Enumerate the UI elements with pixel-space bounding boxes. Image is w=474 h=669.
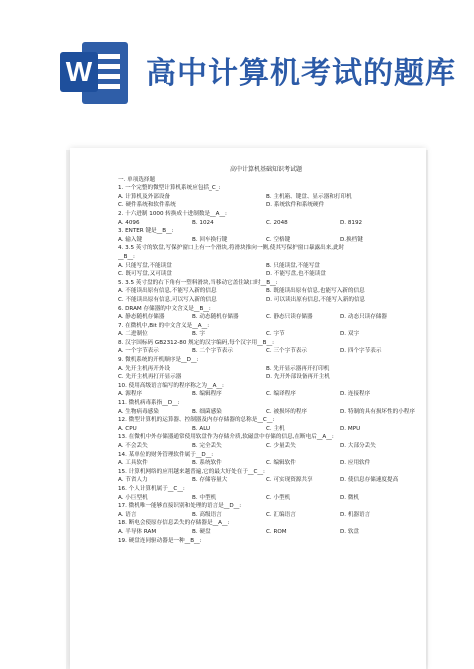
answer-option: D. 软盘 xyxy=(340,528,360,535)
answer-option: A. 一个字节表示 xyxy=(118,348,159,355)
answer-options xyxy=(118,511,414,520)
answer-option: A. 小巨型机 xyxy=(118,494,148,501)
header-banner xyxy=(0,0,474,170)
answer-option: D.换档键 xyxy=(340,236,363,243)
answer-option: A. 不会丢失 xyxy=(118,443,148,449)
answer-option: B. 中型机 xyxy=(192,494,217,501)
answer-options xyxy=(118,330,414,339)
answer-option: D. 微机 xyxy=(340,494,360,501)
answer-option: C. 被损坏的程序 xyxy=(266,408,308,415)
answer-option: A. CPU xyxy=(118,425,137,432)
question-line: 9. 微机系统的开机顺序是__D__: xyxy=(118,357,199,364)
answer-options xyxy=(118,390,414,399)
answer-option: B. 高级语言 xyxy=(192,511,222,518)
question-line: 15. 计算机网络的应用越来越普遍,它的最大好处在于__C__: xyxy=(118,468,265,475)
answer-option: A. 生物病毒感染 xyxy=(118,408,159,415)
answer-option: A. 语言 xyxy=(118,511,137,518)
answer-option: B. 先开显示器再开打印机 xyxy=(266,365,330,372)
question-line: __B__: xyxy=(118,253,135,260)
answer-option: D. 8192 xyxy=(340,219,363,226)
answer-options xyxy=(118,296,414,305)
answer-option: D. 四个字节表示 xyxy=(340,348,382,355)
answer-option: B. 编辑程序 xyxy=(192,391,222,398)
answer-option: D. 可以读出原有信息,不能写入新的信息 xyxy=(266,296,366,303)
answer-option: C. 少量丢失 xyxy=(266,443,296,449)
answer-option: C. 主机 xyxy=(266,425,285,432)
answer-option: B. 系统软件 xyxy=(192,460,222,467)
answer-option: D. 特制的具有损坏性的小程序 xyxy=(340,408,415,415)
answer-option: D. 连接程序 xyxy=(340,391,371,398)
question-line: 7. 在微机中,Bit 的中文含义是__A__: xyxy=(118,322,210,329)
answer-option: A. 只能写盘,不能读盘 xyxy=(118,262,172,269)
document-title: 高中计算机基础知识考试题 xyxy=(229,166,302,173)
answer-option: C. 空格键 xyxy=(266,236,291,243)
question-line: 8. 汉字国标码 GB2312-80 规定的汉字编码,每个汉字用__B__: xyxy=(118,339,274,346)
question-line: 17. 微机唯一能够直接识别和处理的语言是__D__: xyxy=(118,503,242,510)
answer-options xyxy=(118,425,414,434)
answer-option: D. 双字 xyxy=(340,331,360,338)
answer-options xyxy=(118,494,414,503)
answer-options xyxy=(118,347,414,356)
answer-option: A. 静态随机存储器 xyxy=(118,314,165,321)
answer-option: C. 静态只读存储器 xyxy=(266,314,313,321)
question-line: 6. DRAM 存储器的中文含义是__B__: xyxy=(118,305,211,312)
answer-option: C. 硬件系统和软件系统 xyxy=(118,202,176,209)
answer-option: C. 2048 xyxy=(266,219,288,226)
answer-option: D. 应用软件 xyxy=(340,460,371,467)
document-body xyxy=(118,166,414,545)
answer-option: D. 系统软件和系统硬件 xyxy=(266,202,325,209)
answer-options xyxy=(118,236,414,245)
answer-option: A. 二进制位 xyxy=(118,331,148,338)
answer-option: A. 计算机及外部设备 xyxy=(118,193,171,200)
word-icon xyxy=(60,42,130,104)
answer-option: A. 输入键 xyxy=(118,236,143,243)
question-line: 19. 硬盘连同驱动器是一种__B__: xyxy=(118,537,202,544)
answer-options xyxy=(118,262,414,271)
answer-option: C. 字节 xyxy=(266,331,285,338)
question-line: 11. 微机病毒系指__D__: xyxy=(118,400,180,407)
answer-option: A. 先开主机再开外设 xyxy=(118,365,171,372)
answer-option: D. 大部分丢失 xyxy=(340,443,376,449)
answer-option: D. 不能写盘,也不能读盘 xyxy=(266,271,326,278)
question-line: 10. 使用高级语言编写的程序称之为__A__: xyxy=(118,382,224,389)
answer-option: C. 汇编语言 xyxy=(266,511,296,518)
answer-options xyxy=(118,408,414,417)
answer-option: D. 先开外部设备再开主机 xyxy=(266,374,330,381)
answer-option: B. 既能读出原有信息,也能写入新的信息 xyxy=(266,288,365,295)
answer-options xyxy=(118,287,414,296)
answer-option: B. 二个字节表示 xyxy=(192,348,233,355)
answer-option: A. 4096 xyxy=(118,219,140,226)
answer-option: A. 节省人力 xyxy=(118,477,148,484)
answer-option: B. 字 xyxy=(192,331,205,338)
answer-options xyxy=(118,365,414,374)
answer-option: B. 1024 xyxy=(192,219,214,226)
answer-option: D. 机器语言 xyxy=(340,511,371,518)
question-line: 12. 微型计算机的运算器、控制器及内存存储器的总称是__C__: xyxy=(118,417,275,424)
answer-options xyxy=(118,373,414,382)
answer-option: C. 不能读出原有信息,可以写入新的信息 xyxy=(118,296,217,303)
word-logo-letter: W xyxy=(60,52,98,92)
answer-option: C. ROM xyxy=(266,528,287,535)
answer-option: C. 既可写盘,又可读盘 xyxy=(118,271,172,278)
answer-option: A. 不能读出原有信息,不能写入新的信息 xyxy=(118,288,217,295)
page-title: 高中计算机考试的题库 xyxy=(146,56,456,91)
answer-option: C. 编辑软件 xyxy=(266,460,296,467)
answer-options xyxy=(118,219,414,228)
answer-option: D. 动态只读存储器 xyxy=(340,314,388,321)
answer-options xyxy=(118,270,414,279)
document-page xyxy=(70,148,426,669)
answer-options xyxy=(118,193,414,202)
answer-option: A. 半导体 RAM xyxy=(118,528,157,535)
answer-option: B. 完全丢失 xyxy=(192,443,222,449)
answer-option: B. 硬盘 xyxy=(192,528,211,535)
answer-option: C. 编译程序 xyxy=(266,391,296,398)
question-line: 一. 单项选择题 xyxy=(118,176,156,183)
answer-option: B. 主机箱、键盘、显示器和打印机 xyxy=(266,193,352,200)
question-line: 4. 3.5 英寸的软盘,写保护窗口上有一个滑块,将滑块推向一侧,使其写保护窗口暴露出来,此时 xyxy=(118,245,345,252)
answer-option: D. MPU xyxy=(340,425,361,432)
answer-option: B. 只能读盘,不能写盘 xyxy=(266,262,320,269)
answer-options xyxy=(118,442,414,451)
answer-option: B. 存储容量大 xyxy=(192,477,228,484)
question-list xyxy=(118,176,414,546)
answer-options xyxy=(118,476,414,485)
answer-options xyxy=(118,201,414,210)
answer-option: C. 三个字节表示 xyxy=(266,348,308,355)
question-line: 2. 十六进制 1000 转换成十进制数是__A__: xyxy=(118,210,227,217)
question-line: 14. 某单位的财务管理软件属于__D__: xyxy=(118,451,214,458)
answer-options xyxy=(118,528,414,537)
question-line: 1. 一个完整的微型计算机系统应包括_C_: xyxy=(118,185,221,192)
answer-option: B. 回车换行键 xyxy=(192,236,228,243)
question-line: 5. 3.5 英寸盘的右下角有一塑料滑块,当移动它盖住缺口时__B__: xyxy=(118,279,278,286)
answer-option: B. ALU xyxy=(192,425,211,432)
answer-option: D. 使信息存储速度提高 xyxy=(340,477,399,484)
answer-option: A. 工具软件 xyxy=(118,460,148,467)
answer-option: C. 小型机 xyxy=(266,494,291,501)
answer-option: B. 细菌感染 xyxy=(192,408,222,415)
question-line: 3. ENTER 键是__B__: xyxy=(118,228,174,235)
answer-option: B. 动态随机存储器 xyxy=(192,314,239,321)
answer-options xyxy=(118,313,414,322)
answer-options xyxy=(118,459,414,468)
question-line: 18. 断电会使原存信息丢失的存储器是__A__: xyxy=(118,520,230,527)
question-line: 13. 在微机中外存储器通常使用软盘作为存储介质,软磁盘中存储的信息,在断电后__A__: xyxy=(118,434,334,441)
answer-option: A. 源程序 xyxy=(118,391,143,398)
answer-option: C. 可实现资源共享 xyxy=(266,477,313,484)
answer-option: C. 先开主机再打开显示器 xyxy=(118,374,182,381)
question-line: 16. 个人计算机属于__C__: xyxy=(118,485,185,492)
